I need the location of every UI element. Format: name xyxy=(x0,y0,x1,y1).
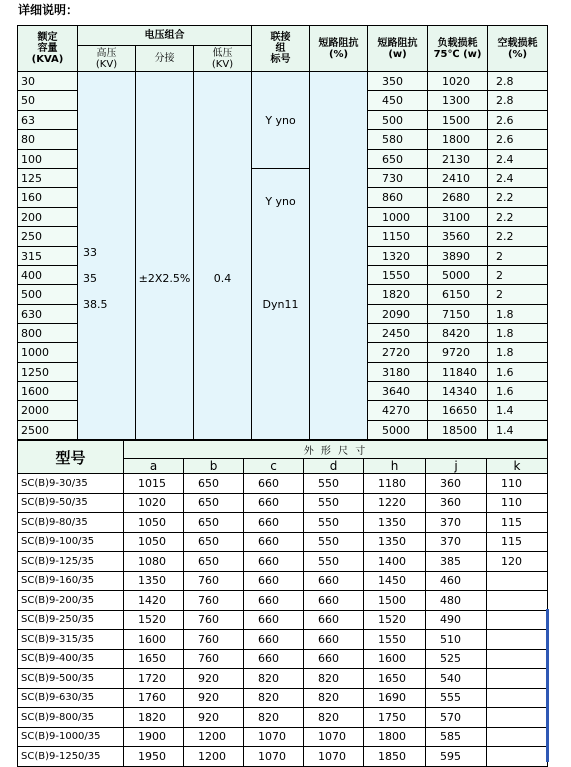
noload-loss-cell: 1.8 xyxy=(488,305,548,324)
connection-cell: Y yno Dyn11 xyxy=(252,169,310,440)
capacity-cell: 2500 xyxy=(18,421,78,440)
noload-loss-cell: 2.4 xyxy=(488,169,548,188)
short-loss-cell: 4270 xyxy=(368,401,428,421)
noload-loss-cell: 1.6 xyxy=(488,382,548,401)
dimension-cell-d: 660 xyxy=(304,571,364,591)
capacity-cell: 125 xyxy=(18,169,78,188)
dimension-cell-a: 1900 xyxy=(124,727,184,747)
electrical-spec-table xyxy=(17,25,548,440)
capacity-header: 额定 容量 (KVA) xyxy=(18,26,78,72)
dimension-cell-a: 1050 xyxy=(124,532,184,552)
noload-loss-cell: 1.8 xyxy=(488,324,548,343)
dimension-cell-k xyxy=(487,649,548,669)
dimension-cell-b: 920 xyxy=(184,688,244,708)
dimension-col-j: j xyxy=(426,459,487,474)
dimension-cell-a: 1020 xyxy=(124,493,184,513)
capacity-cell: 2000 xyxy=(18,401,78,421)
load-loss-cell: 2130 xyxy=(428,150,488,169)
short-loss-cell: 580 xyxy=(368,130,428,150)
dimension-cell-j: 370 xyxy=(426,532,487,552)
model-cell: SC(B)9-400/35 xyxy=(18,649,124,669)
connection-cell: Y yno xyxy=(252,72,310,169)
dimension-col-k: k xyxy=(487,459,548,474)
noload-loss-cell: 2.6 xyxy=(488,111,548,130)
short-loss-cell: 2450 xyxy=(368,324,428,343)
dimension-cell-c: 820 xyxy=(244,708,304,728)
dimension-table xyxy=(17,440,548,767)
dimension-cell-k xyxy=(487,610,548,630)
tap-cell: ±2X2.5% xyxy=(136,72,194,440)
dimension-cell-c: 820 xyxy=(244,669,304,689)
dimension-cell-b: 920 xyxy=(184,708,244,728)
dimension-cell-b: 650 xyxy=(184,493,244,513)
dimension-cell-a: 1720 xyxy=(124,669,184,689)
dimension-cell-b: 650 xyxy=(184,552,244,572)
dimension-cell-k xyxy=(487,708,548,728)
dimension-cell-k xyxy=(487,571,548,591)
load-loss-cell: 2680 xyxy=(428,188,488,208)
dimension-cell-d: 660 xyxy=(304,630,364,650)
dimension-cell-b: 1200 xyxy=(184,727,244,747)
dimension-row xyxy=(18,669,548,689)
dimension-cell-j: 385 xyxy=(426,552,487,572)
capacity-cell: 100 xyxy=(18,150,78,169)
dimension-cell-k: 115 xyxy=(487,513,548,533)
dimension-row xyxy=(18,630,548,650)
capacity-cell: 50 xyxy=(18,91,78,111)
short-loss-cell: 1000 xyxy=(368,208,428,227)
short-loss-cell: 3180 xyxy=(368,363,428,382)
noload-loss-cell: 2.2 xyxy=(488,188,548,208)
noload-loss-cell: 2 xyxy=(488,266,548,285)
dimension-cell-k: 110 xyxy=(487,493,548,513)
dimension-cell-j: 595 xyxy=(426,747,487,767)
spec-row xyxy=(18,72,548,91)
dimension-cell-c: 660 xyxy=(244,571,304,591)
dimension-cell-a: 1015 xyxy=(124,474,184,494)
dimension-cell-j: 540 xyxy=(426,669,487,689)
model-header: 型号 xyxy=(18,441,124,474)
dimension-cell-k xyxy=(487,727,548,747)
lv-header: 低压 (KV) xyxy=(194,46,252,72)
capacity-cell: 30 xyxy=(18,72,78,91)
short-loss-cell: 5000 xyxy=(368,421,428,440)
dimension-row xyxy=(18,532,548,552)
noload-loss-cell: 2.8 xyxy=(488,72,548,91)
dimension-row xyxy=(18,513,548,533)
dimension-cell-a: 1050 xyxy=(124,513,184,533)
dimension-cell-h: 1690 xyxy=(364,688,426,708)
dimension-cell-k xyxy=(487,630,548,650)
dimension-cell-a: 1080 xyxy=(124,552,184,572)
load-loss-cell: 7150 xyxy=(428,305,488,324)
load-loss-cell: 18500 xyxy=(428,421,488,440)
short-loss-cell: 650 xyxy=(368,150,428,169)
dimension-row xyxy=(18,688,548,708)
noload-loss-cell: 2.6 xyxy=(488,130,548,150)
dimension-cell-k: 115 xyxy=(487,532,548,552)
page-title: 详细说明： xyxy=(18,3,79,17)
dimension-row xyxy=(18,474,548,494)
model-cell: SC(B)9-315/35 xyxy=(18,630,124,650)
dimension-row xyxy=(18,747,548,767)
load-loss-cell: 1020 xyxy=(428,72,488,91)
load-loss-cell: 3890 xyxy=(428,247,488,266)
dimension-cell-h: 1500 xyxy=(364,591,426,611)
load-loss-cell: 6150 xyxy=(428,285,488,305)
dimension-col-h: h xyxy=(364,459,426,474)
connection-header: 联接 组 标号 xyxy=(252,26,310,72)
dimension-cell-h: 1850 xyxy=(364,747,426,767)
dimension-cell-k xyxy=(487,688,548,708)
dimension-row xyxy=(18,552,548,572)
lv-cell: 0.4 xyxy=(194,72,252,440)
dimension-cell-j: 360 xyxy=(426,493,487,513)
load-loss-cell: 1300 xyxy=(428,91,488,111)
dimension-cell-d: 820 xyxy=(304,669,364,689)
model-cell: SC(B)9-800/35 xyxy=(18,708,124,728)
dimension-cell-b: 650 xyxy=(184,532,244,552)
dimension-row xyxy=(18,591,548,611)
dimension-cell-b: 760 xyxy=(184,571,244,591)
model-cell: SC(B)9-630/35 xyxy=(18,688,124,708)
spec-tables xyxy=(17,25,547,761)
dimension-cell-k: 110 xyxy=(487,474,548,494)
dimension-col-c: c xyxy=(244,459,304,474)
model-cell: SC(B)9-1000/35 xyxy=(18,727,124,747)
dimension-col-b: b xyxy=(184,459,244,474)
dimension-cell-j: 585 xyxy=(426,727,487,747)
short-loss-cell: 730 xyxy=(368,169,428,188)
scroll-indicator xyxy=(546,609,549,762)
capacity-cell: 1250 xyxy=(18,363,78,382)
model-cell: SC(B)9-100/35 xyxy=(18,532,124,552)
dimension-cell-k xyxy=(487,747,548,767)
dimension-cell-h: 1350 xyxy=(364,513,426,533)
model-cell: SC(B)9-160/35 xyxy=(18,571,124,591)
capacity-cell: 200 xyxy=(18,208,78,227)
dimension-cell-j: 555 xyxy=(426,688,487,708)
load-loss-header: 负载损耗 75℃ (w) xyxy=(428,26,488,72)
dimension-cell-b: 650 xyxy=(184,513,244,533)
load-loss-cell: 11840 xyxy=(428,363,488,382)
short-loss-cell: 1150 xyxy=(368,227,428,247)
load-loss-cell: 1800 xyxy=(428,130,488,150)
dimension-cell-c: 660 xyxy=(244,649,304,669)
dimension-cell-j: 570 xyxy=(426,708,487,728)
capacity-cell: 800 xyxy=(18,324,78,343)
dimension-cell-d: 820 xyxy=(304,688,364,708)
dimension-cell-h: 1650 xyxy=(364,669,426,689)
noload-loss-cell: 2.2 xyxy=(488,227,548,247)
voltage-group-header: 电压组合 xyxy=(78,26,252,46)
load-loss-cell: 14340 xyxy=(428,382,488,401)
capacity-cell: 400 xyxy=(18,266,78,285)
noload-loss-cell: 2 xyxy=(488,247,548,266)
dimension-cell-h: 1750 xyxy=(364,708,426,728)
dimension-cell-b: 760 xyxy=(184,591,244,611)
hv-value: 33 xyxy=(83,245,97,259)
model-cell: SC(B)9-500/35 xyxy=(18,669,124,689)
dimension-col-a: a xyxy=(124,459,184,474)
dimension-cell-a: 1420 xyxy=(124,591,184,611)
dimension-cell-a: 1820 xyxy=(124,708,184,728)
dimension-row xyxy=(18,708,548,728)
noload-loss-cell: 1.6 xyxy=(488,363,548,382)
dimension-row xyxy=(18,493,548,513)
dimension-cell-d: 550 xyxy=(304,552,364,572)
dimension-cell-h: 1180 xyxy=(364,474,426,494)
noload-loss-header: 空载损耗 (%) xyxy=(488,26,548,72)
dimension-cell-h: 1220 xyxy=(364,493,426,513)
noload-loss-cell: 1.8 xyxy=(488,343,548,363)
impedance-header: 短路阻抗 (%) xyxy=(310,26,368,72)
model-cell: SC(B)9-250/35 xyxy=(18,610,124,630)
dimension-row xyxy=(18,727,548,747)
load-loss-cell: 5000 xyxy=(428,266,488,285)
noload-loss-cell: 1.4 xyxy=(488,421,548,440)
dimension-cell-a: 1520 xyxy=(124,610,184,630)
dimension-cell-h: 1800 xyxy=(364,727,426,747)
load-loss-cell: 16650 xyxy=(428,401,488,421)
dimension-cell-c: 820 xyxy=(244,688,304,708)
load-loss-cell: 1500 xyxy=(428,111,488,130)
model-cell: SC(B)9-80/35 xyxy=(18,513,124,533)
tap-header: 分接 xyxy=(136,46,194,72)
capacity-cell: 160 xyxy=(18,188,78,208)
dimension-cell-b: 760 xyxy=(184,649,244,669)
dimension-cell-h: 1550 xyxy=(364,630,426,650)
short-loss-cell: 1550 xyxy=(368,266,428,285)
dimension-cell-j: 370 xyxy=(426,513,487,533)
dimension-cell-j: 360 xyxy=(426,474,487,494)
load-loss-cell: 8420 xyxy=(428,324,488,343)
hv-value: 38.5 xyxy=(83,297,108,311)
short-loss-cell: 350 xyxy=(368,72,428,91)
dimension-cell-b: 1200 xyxy=(184,747,244,767)
capacity-cell: 63 xyxy=(18,111,78,130)
load-loss-cell: 3560 xyxy=(428,227,488,247)
capacity-cell: 250 xyxy=(18,227,78,247)
short-loss-cell: 1320 xyxy=(368,247,428,266)
noload-loss-cell: 1.4 xyxy=(488,401,548,421)
short-loss-cell: 1820 xyxy=(368,285,428,305)
noload-loss-cell: 2.4 xyxy=(488,150,548,169)
dimension-cell-a: 1650 xyxy=(124,649,184,669)
dimension-cell-b: 920 xyxy=(184,669,244,689)
dimension-cell-j: 460 xyxy=(426,571,487,591)
dimension-cell-d: 1070 xyxy=(304,747,364,767)
dimension-cell-d: 1070 xyxy=(304,727,364,747)
capacity-cell: 315 xyxy=(18,247,78,266)
dimension-header: 外 形 尺 寸 xyxy=(124,441,548,459)
dimension-cell-k xyxy=(487,591,548,611)
dimension-cell-j: 525 xyxy=(426,649,487,669)
dimension-cell-b: 760 xyxy=(184,630,244,650)
dimension-cell-d: 660 xyxy=(304,610,364,630)
dimension-cell-a: 1950 xyxy=(124,747,184,767)
short-loss-cell: 500 xyxy=(368,111,428,130)
capacity-cell: 500 xyxy=(18,285,78,305)
dimension-cell-j: 480 xyxy=(426,591,487,611)
load-loss-cell: 2410 xyxy=(428,169,488,188)
dimension-row xyxy=(18,571,548,591)
dimension-cell-d: 550 xyxy=(304,532,364,552)
dimension-cell-h: 1520 xyxy=(364,610,426,630)
short-loss-cell: 450 xyxy=(368,91,428,111)
dimension-row xyxy=(18,649,548,669)
dimension-cell-h: 1350 xyxy=(364,532,426,552)
short-loss-cell: 2720 xyxy=(368,343,428,363)
dimension-cell-a: 1600 xyxy=(124,630,184,650)
dimension-cell-h: 1450 xyxy=(364,571,426,591)
model-cell: SC(B)9-200/35 xyxy=(18,591,124,611)
hv-cell xyxy=(78,72,136,440)
dimension-cell-c: 660 xyxy=(244,552,304,572)
dimension-cell-b: 650 xyxy=(184,474,244,494)
capacity-cell: 630 xyxy=(18,305,78,324)
impedance-cell xyxy=(310,72,368,440)
dimension-cell-h: 1400 xyxy=(364,552,426,572)
dimension-cell-c: 660 xyxy=(244,630,304,650)
hv-value: 35 xyxy=(83,271,97,285)
capacity-cell: 1600 xyxy=(18,382,78,401)
noload-loss-cell: 2 xyxy=(488,285,548,305)
dimension-cell-c: 660 xyxy=(244,610,304,630)
model-cell: SC(B)9-125/35 xyxy=(18,552,124,572)
dimension-cell-c: 660 xyxy=(244,532,304,552)
dimension-col-d: d xyxy=(304,459,364,474)
dimension-cell-d: 660 xyxy=(304,591,364,611)
dimension-cell-k: 120 xyxy=(487,552,548,572)
dimension-cell-d: 660 xyxy=(304,649,364,669)
short-loss-cell: 2090 xyxy=(368,305,428,324)
model-cell: SC(B)9-1250/35 xyxy=(18,747,124,767)
dimension-cell-c: 1070 xyxy=(244,747,304,767)
dimension-cell-a: 1760 xyxy=(124,688,184,708)
dimension-cell-d: 550 xyxy=(304,474,364,494)
short-loss-cell: 3640 xyxy=(368,382,428,401)
noload-loss-cell: 2.8 xyxy=(488,91,548,111)
noload-loss-cell: 2.2 xyxy=(488,208,548,227)
dimension-cell-b: 760 xyxy=(184,610,244,630)
dimension-cell-j: 510 xyxy=(426,630,487,650)
dimension-row xyxy=(18,610,548,630)
load-loss-cell: 9720 xyxy=(428,343,488,363)
capacity-cell: 1000 xyxy=(18,343,78,363)
model-cell: SC(B)9-50/35 xyxy=(18,493,124,513)
model-cell: SC(B)9-30/35 xyxy=(18,474,124,494)
dimension-cell-d: 550 xyxy=(304,513,364,533)
short-loss-cell: 860 xyxy=(368,188,428,208)
short-loss-header: 短路阻抗 (w) xyxy=(368,26,428,72)
capacity-cell: 80 xyxy=(18,130,78,150)
dimension-cell-c: 660 xyxy=(244,513,304,533)
dimension-cell-c: 1070 xyxy=(244,727,304,747)
dimension-cell-c: 660 xyxy=(244,474,304,494)
dimension-cell-k xyxy=(487,669,548,689)
dimension-cell-c: 660 xyxy=(244,493,304,513)
dimension-cell-d: 550 xyxy=(304,493,364,513)
load-loss-cell: 3100 xyxy=(428,208,488,227)
dimension-cell-c: 660 xyxy=(244,591,304,611)
dimension-cell-j: 490 xyxy=(426,610,487,630)
dimension-cell-h: 1600 xyxy=(364,649,426,669)
hv-header: 高压 (KV) xyxy=(78,46,136,72)
dimension-cell-a: 1350 xyxy=(124,571,184,591)
dimension-cell-d: 820 xyxy=(304,708,364,728)
